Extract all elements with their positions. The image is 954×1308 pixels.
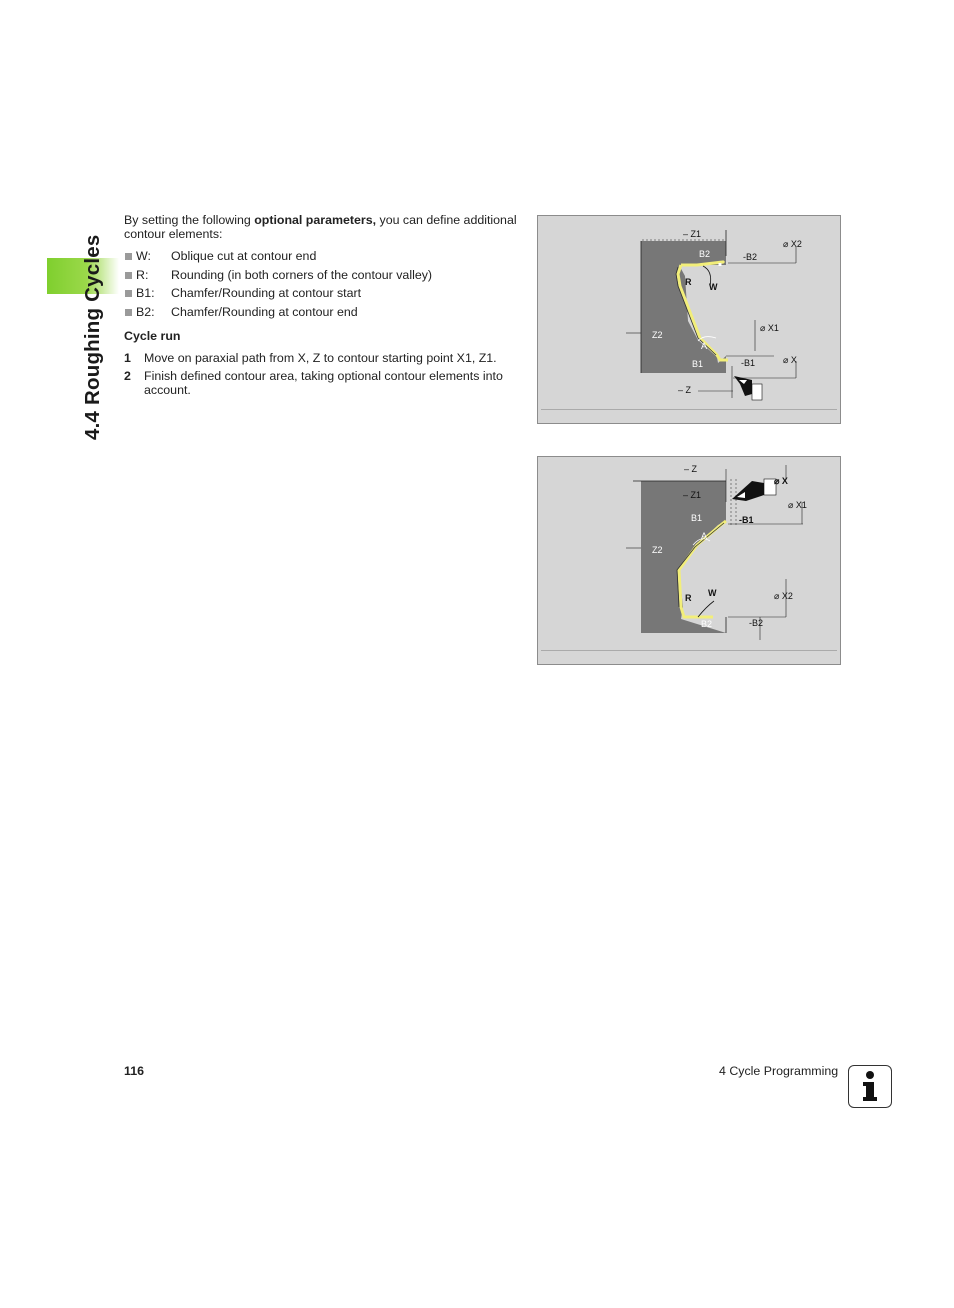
label-r: R: [685, 593, 692, 603]
label-x1: ⌀ X1: [788, 500, 807, 510]
page-number: 116: [124, 1064, 144, 1078]
bullet-square-icon: [125, 290, 132, 297]
label-z: – Z: [684, 464, 698, 474]
parameter-description: Chamfer/Rounding at contour start: [171, 286, 362, 301]
label-b2: -B2: [749, 618, 764, 628]
parameter-key: W:: [136, 249, 151, 263]
intro-text-before: By setting the following: [124, 213, 255, 227]
info-glyph: [849, 1066, 890, 1106]
tool-shank: [752, 384, 762, 400]
info-dot: [866, 1071, 874, 1079]
label-z: – Z: [678, 385, 692, 395]
parameter-key: B1:: [136, 286, 155, 301]
step-item: [124, 351, 524, 365]
label-b1-gray: B1: [691, 513, 703, 523]
step-text: Move on paraxial path from X, Z to contour starting point X1, Z1.: [144, 351, 497, 365]
label-b2-gray: B2: [699, 249, 711, 259]
bullet-square-icon: [125, 309, 132, 316]
label-z1: – Z1: [683, 490, 702, 500]
label-z1: – Z1: [683, 229, 702, 239]
cycle-run-heading: Cycle run: [124, 329, 181, 343]
label-x2: ⌀ X2: [783, 239, 802, 249]
cycle-steps: [124, 351, 524, 401]
parameter-description: Chamfer/Rounding at contour end: [171, 304, 358, 319]
parameter-description: Rounding (in both corners of the contour valley): [171, 267, 433, 282]
label-r: R: [685, 277, 692, 287]
label-z2: Z2: [652, 545, 663, 555]
cutting-tool-holder: [732, 481, 764, 501]
bullet-square-icon: [125, 253, 132, 260]
label-x: ⌀ X: [774, 476, 788, 486]
figure-1-drawing: [538, 216, 842, 425]
step-text: Finish defined contour area, taking optional contour elements into account.: [144, 369, 503, 397]
label-w: W: [708, 588, 717, 598]
footer-chapter-title: 4 Cycle Programming: [719, 1064, 839, 1078]
chapter-side-title: 4.4 Roughing Cycles: [81, 234, 104, 440]
info-icon: [848, 1065, 892, 1108]
label-a: A: [701, 341, 708, 351]
step-item: [124, 369, 524, 397]
intro-text-bold: optional parameters,: [254, 213, 377, 227]
figure-footer-line: [541, 409, 837, 410]
label-x2: ⌀ X2: [774, 591, 793, 601]
cutting-tool-holder: [734, 376, 752, 396]
intro-text-after: you can define additional contour elements:: [124, 213, 517, 241]
label-w: W: [709, 282, 718, 292]
figure-footer-line: [541, 650, 837, 651]
figure-transverse-contour: [537, 456, 841, 665]
label-a: A: [701, 531, 708, 541]
intro-paragraph: [124, 213, 524, 241]
label-b1-gray: B1: [692, 359, 704, 369]
figure-longitudinal-contour: [537, 215, 841, 424]
step-number: 2: [124, 369, 131, 383]
parameter-description: Oblique cut at contour end: [171, 249, 317, 263]
info-stem: [863, 1082, 877, 1101]
step-number: 1: [124, 351, 131, 365]
label-x1: ⌀ X1: [760, 323, 779, 333]
label-x: ⌀ X: [783, 355, 797, 365]
label-b1: -B1: [739, 515, 754, 525]
bullet-square-icon: [125, 272, 132, 279]
label-b1: -B1: [741, 358, 756, 368]
parameter-key: B2:: [136, 304, 155, 319]
label-b2: -B2: [743, 252, 758, 262]
label-z2: Z2: [652, 330, 663, 340]
label-b2-gray: B2: [701, 619, 713, 629]
parameter-key: R:: [136, 267, 149, 282]
figure-2-drawing: [538, 457, 842, 666]
